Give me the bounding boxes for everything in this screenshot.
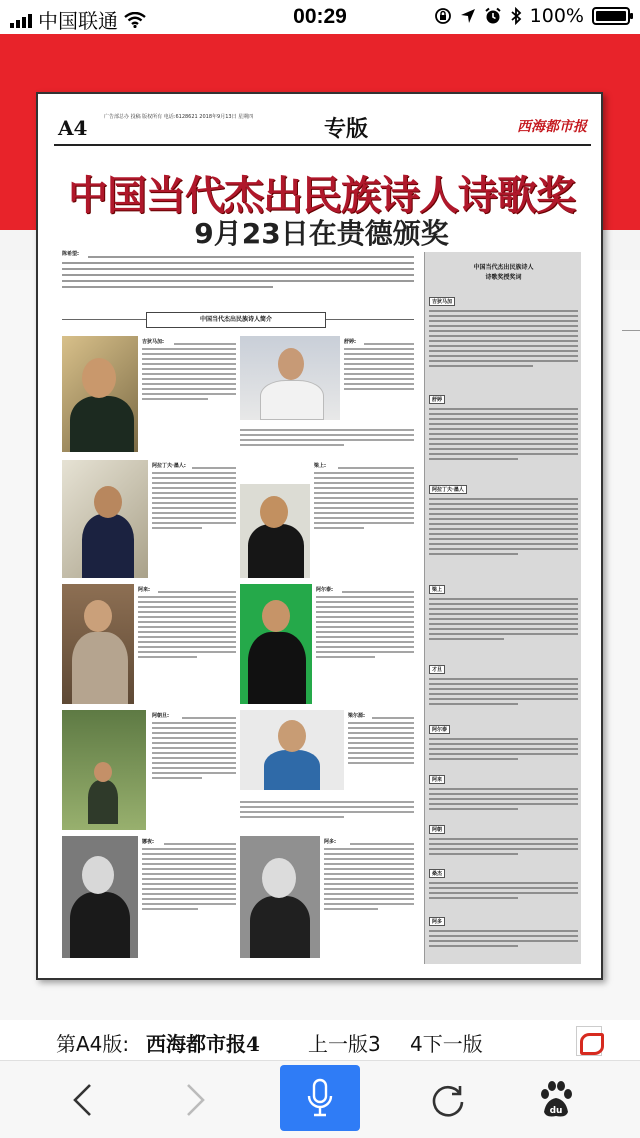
citation-section: 梁上 — [429, 576, 578, 643]
bio-text: 吉狄马加: — [142, 340, 236, 403]
subheadline: 9月23日在贵德颁奖 — [194, 217, 449, 250]
battery-icon — [592, 7, 630, 25]
forward-icon — [184, 1082, 208, 1118]
bio-card — [240, 836, 414, 960]
edition-name[interactable]: 西海都市报4 — [146, 1032, 260, 1056]
status-bar — [0, 0, 640, 34]
newspaper-page[interactable] — [36, 92, 603, 980]
clock: 00:29 — [293, 5, 347, 28]
baidu-button[interactable] — [524, 1061, 588, 1138]
citation-section: 才旦 — [429, 656, 578, 708]
battery-percent: 100% — [529, 5, 584, 27]
bio-text: 梁上: — [314, 464, 414, 532]
page-header — [54, 112, 591, 146]
bio-card — [240, 334, 414, 454]
bio-text: 娜夜: — [142, 840, 236, 913]
prev-edition-link[interactable]: 上一版3 — [308, 1032, 381, 1056]
award-citation-column — [424, 252, 581, 964]
orientation-lock-icon — [434, 7, 452, 25]
bio-card — [240, 584, 414, 706]
carrier-label: 中国联通 — [38, 9, 118, 33]
voice-search-button[interactable] — [280, 1065, 360, 1131]
bio-text: 舒婷: — [344, 340, 414, 393]
bluetooth-icon — [510, 7, 522, 25]
back-button[interactable] — [50, 1061, 114, 1138]
refresh-button[interactable] — [416, 1061, 480, 1138]
microphone-icon — [305, 1078, 335, 1118]
bio-text: 阿朝旦: — [152, 714, 236, 782]
poet-photo — [240, 710, 344, 790]
pdf-icon[interactable] — [576, 1026, 602, 1056]
poet-photo — [240, 584, 312, 704]
forward-button[interactable] — [164, 1061, 228, 1138]
citation-section: 阿多 — [429, 908, 578, 950]
next-edition-link[interactable]: 4下一版 — [410, 1032, 483, 1056]
bio-card — [62, 460, 236, 580]
citation-section: 舒婷 — [429, 386, 578, 463]
citation-section: 桑杰 — [429, 860, 578, 902]
intro-paragraph: 陈希望: — [62, 252, 414, 302]
poet-photo — [240, 336, 340, 420]
page-meta: 广告部总办 投稿 版权所有 电话:6128621 2018年9月13日 星期四 — [104, 114, 254, 120]
citation-section: 阿尔泰 — [429, 716, 578, 763]
bio-text: 阿多: — [324, 840, 414, 913]
section-title: 专版 — [324, 117, 369, 142]
citation-title: 中国当代杰出民族诗人 — [473, 264, 534, 271]
bio-text: 阿来: — [138, 588, 236, 661]
citation-section: 阿拉丁夫·墨人 — [429, 476, 578, 558]
poet-photo — [62, 836, 138, 958]
bio-card — [62, 334, 236, 454]
bio-text: 阿拉丁夫·墨人: — [152, 464, 236, 532]
alarm-icon — [484, 7, 502, 25]
poet-photo — [240, 836, 320, 958]
bio-card — [240, 710, 414, 832]
newspaper-logo: 西海都市报 — [517, 119, 587, 135]
citation-subtitle: 诗歌奖授奖词 — [485, 274, 522, 281]
refresh-icon — [430, 1082, 466, 1118]
baidu-paw-icon — [536, 1080, 576, 1120]
bio-card — [62, 836, 236, 960]
poet-photo — [62, 460, 148, 578]
page-number: A4 — [58, 116, 88, 140]
edition-prefix: 第A4版: — [56, 1032, 130, 1056]
poet-photo — [240, 484, 310, 578]
poet-photo — [62, 584, 134, 704]
svg-text:du: du — [549, 1106, 563, 1116]
bio-card — [240, 460, 414, 580]
bio-text: 梁尔源: — [348, 714, 414, 767]
bio-text: 阿尔泰: — [316, 588, 414, 661]
citation-section: 阿朝 — [429, 816, 578, 858]
poet-photo — [62, 336, 138, 452]
headline: 中国当代杰出民族诗人诗歌奖 — [68, 173, 575, 219]
browser-toolbar — [0, 1060, 640, 1138]
bio-box-title: 中国当代杰出民族诗人简介 — [146, 312, 326, 328]
back-icon — [70, 1082, 94, 1118]
citation-section: 吉狄马加 — [429, 288, 578, 370]
location-icon — [460, 8, 476, 24]
poet-photo — [62, 710, 146, 830]
edition-nav — [0, 1020, 640, 1060]
bio-card — [62, 710, 236, 832]
bio-card — [62, 584, 236, 706]
citation-section: 阿来 — [429, 766, 578, 813]
